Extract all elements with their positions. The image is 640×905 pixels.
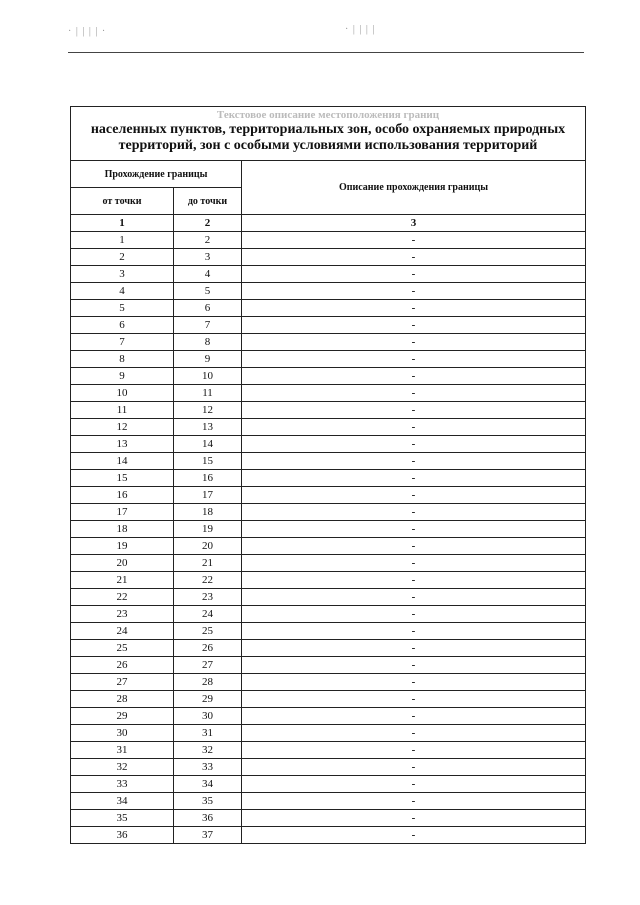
cell-to-point: 3 xyxy=(174,249,242,266)
cell-from-point: 3 xyxy=(71,266,174,283)
table-row xyxy=(71,470,586,487)
cell-to-point: 25 xyxy=(174,623,242,640)
cell-from-point: 17 xyxy=(71,504,174,521)
cell-to-point: 31 xyxy=(174,725,242,742)
cell-from-point: 7 xyxy=(71,334,174,351)
cell-to-point: 7 xyxy=(174,317,242,334)
cell-to-point: 24 xyxy=(174,606,242,623)
cell-description: - xyxy=(242,725,586,742)
cell-to-point: 23 xyxy=(174,589,242,606)
cell-description: - xyxy=(242,334,586,351)
cell-description: - xyxy=(242,436,586,453)
cell-to-point: 8 xyxy=(174,334,242,351)
cell-to-point: 21 xyxy=(174,555,242,572)
cell-from-point: 13 xyxy=(71,436,174,453)
cell-description: - xyxy=(242,487,586,504)
column-header-to: до точки xyxy=(174,188,242,215)
cell-from-point: 25 xyxy=(71,640,174,657)
cell-description: - xyxy=(242,521,586,538)
table-row xyxy=(71,453,586,470)
cell-description: - xyxy=(242,623,586,640)
cell-to-point: 37 xyxy=(174,827,242,844)
cell-description: - xyxy=(242,402,586,419)
cell-from-point: 4 xyxy=(71,283,174,300)
table-row xyxy=(71,810,586,827)
cell-from-point: 35 xyxy=(71,810,174,827)
table-row xyxy=(71,708,586,725)
cell-to-point: 17 xyxy=(174,487,242,504)
table-row xyxy=(71,742,586,759)
cell-description: - xyxy=(242,555,586,572)
cell-from-point: 5 xyxy=(71,300,174,317)
cell-from-point: 23 xyxy=(71,606,174,623)
table-row xyxy=(71,691,586,708)
cell-from-point: 1 xyxy=(71,232,174,249)
cell-to-point: 22 xyxy=(174,572,242,589)
page-header-center: · | | | | xyxy=(345,24,376,35)
cell-to-point: 27 xyxy=(174,657,242,674)
table-row xyxy=(71,521,586,538)
cell-from-point: 10 xyxy=(71,385,174,402)
cell-to-point: 9 xyxy=(174,351,242,368)
cell-description: - xyxy=(242,249,586,266)
cell-from-point: 27 xyxy=(71,674,174,691)
cell-description: - xyxy=(242,606,586,623)
boundary-description-table xyxy=(70,106,586,844)
cell-description: - xyxy=(242,232,586,249)
table-row xyxy=(71,232,586,249)
table-row xyxy=(71,402,586,419)
cell-to-point: 4 xyxy=(174,266,242,283)
cell-description: - xyxy=(242,657,586,674)
page-header-left: · | | | | · xyxy=(68,26,107,37)
cell-to-point: 14 xyxy=(174,436,242,453)
cell-description: - xyxy=(242,266,586,283)
table-row xyxy=(71,623,586,640)
table-row xyxy=(71,436,586,453)
cell-from-point: 26 xyxy=(71,657,174,674)
table-row xyxy=(71,283,586,300)
cell-description: - xyxy=(242,453,586,470)
cell-description: - xyxy=(242,589,586,606)
cell-description: - xyxy=(242,793,586,810)
cell-description: - xyxy=(242,351,586,368)
cell-from-point: 21 xyxy=(71,572,174,589)
cell-from-point: 2 xyxy=(71,249,174,266)
cell-from-point: 28 xyxy=(71,691,174,708)
cell-from-point: 29 xyxy=(71,708,174,725)
column-number: 2 xyxy=(174,215,242,232)
table-title-line3: территорий, зон с особыми условиями использования территорий xyxy=(118,138,538,153)
cell-from-point: 8 xyxy=(71,351,174,368)
table-title-line2: населенных пунктов, территориальных зон, особо охраняемых природных xyxy=(90,122,566,137)
cell-from-point: 33 xyxy=(71,776,174,793)
cell-description: - xyxy=(242,572,586,589)
cell-to-point: 2 xyxy=(174,232,242,249)
table-row xyxy=(71,368,586,385)
cell-description: - xyxy=(242,776,586,793)
cell-from-point: 18 xyxy=(71,521,174,538)
table-row xyxy=(71,725,586,742)
cell-from-point: 9 xyxy=(71,368,174,385)
cell-from-point: 14 xyxy=(71,453,174,470)
cell-from-point: 22 xyxy=(71,589,174,606)
cell-description: - xyxy=(242,708,586,725)
cell-from-point: 32 xyxy=(71,759,174,776)
cell-description: - xyxy=(242,470,586,487)
cell-to-point: 26 xyxy=(174,640,242,657)
table-row xyxy=(71,504,586,521)
cell-to-point: 34 xyxy=(174,776,242,793)
cell-from-point: 31 xyxy=(71,742,174,759)
cell-description: - xyxy=(242,419,586,436)
cell-description: - xyxy=(242,827,586,844)
table-title-line1: Текстовое описание местоположения границ xyxy=(216,109,440,121)
cell-description: - xyxy=(242,283,586,300)
table-row xyxy=(71,759,586,776)
table-row xyxy=(71,351,586,368)
cell-from-point: 24 xyxy=(71,623,174,640)
cell-description: - xyxy=(242,300,586,317)
table-row xyxy=(71,249,586,266)
cell-description: - xyxy=(242,674,586,691)
cell-from-point: 19 xyxy=(71,538,174,555)
column-number: 1 xyxy=(71,215,174,232)
cell-to-point: 11 xyxy=(174,385,242,402)
cell-to-point: 6 xyxy=(174,300,242,317)
cell-description: - xyxy=(242,317,586,334)
cell-from-point: 36 xyxy=(71,827,174,844)
cell-from-point: 34 xyxy=(71,793,174,810)
table-row xyxy=(71,657,586,674)
table-row xyxy=(71,555,586,572)
table-row xyxy=(71,827,586,844)
table-row xyxy=(71,589,586,606)
table-row xyxy=(71,419,586,436)
table-title xyxy=(71,107,586,161)
table-row xyxy=(71,640,586,657)
cell-from-point: 6 xyxy=(71,317,174,334)
cell-to-point: 28 xyxy=(174,674,242,691)
cell-description: - xyxy=(242,504,586,521)
cell-description: - xyxy=(242,385,586,402)
cell-to-point: 12 xyxy=(174,402,242,419)
cell-to-point: 30 xyxy=(174,708,242,725)
cell-to-point: 32 xyxy=(174,742,242,759)
cell-description: - xyxy=(242,759,586,776)
table-row xyxy=(71,266,586,283)
table-row xyxy=(71,674,586,691)
table-row xyxy=(71,317,586,334)
header-divider xyxy=(68,52,584,53)
cell-from-point: 20 xyxy=(71,555,174,572)
cell-from-point: 11 xyxy=(71,402,174,419)
table-row xyxy=(71,538,586,555)
cell-to-point: 10 xyxy=(174,368,242,385)
column-number: 3 xyxy=(242,215,586,232)
cell-to-point: 19 xyxy=(174,521,242,538)
cell-from-point: 12 xyxy=(71,419,174,436)
column-number-row xyxy=(71,215,586,232)
cell-to-point: 33 xyxy=(174,759,242,776)
table-row xyxy=(71,334,586,351)
cell-to-point: 20 xyxy=(174,538,242,555)
cell-to-point: 13 xyxy=(174,419,242,436)
cell-to-point: 29 xyxy=(174,691,242,708)
cell-description: - xyxy=(242,538,586,555)
table-row xyxy=(71,300,586,317)
cell-to-point: 5 xyxy=(174,283,242,300)
cell-description: - xyxy=(242,691,586,708)
cell-to-point: 35 xyxy=(174,793,242,810)
column-header-from: от точки xyxy=(71,188,174,215)
cell-from-point: 15 xyxy=(71,470,174,487)
column-header-description: Описание прохождения границы xyxy=(242,161,586,215)
table-row xyxy=(71,793,586,810)
group-header-boundary: Прохождение границы xyxy=(71,161,242,188)
cell-to-point: 18 xyxy=(174,504,242,521)
table-row xyxy=(71,606,586,623)
table-row xyxy=(71,487,586,504)
table-row xyxy=(71,776,586,793)
cell-description: - xyxy=(242,368,586,385)
table-row xyxy=(71,385,586,402)
cell-description: - xyxy=(242,810,586,827)
cell-description: - xyxy=(242,742,586,759)
cell-to-point: 16 xyxy=(174,470,242,487)
cell-to-point: 15 xyxy=(174,453,242,470)
cell-description: - xyxy=(242,640,586,657)
table-row xyxy=(71,572,586,589)
cell-from-point: 30 xyxy=(71,725,174,742)
cell-from-point: 16 xyxy=(71,487,174,504)
cell-to-point: 36 xyxy=(174,810,242,827)
